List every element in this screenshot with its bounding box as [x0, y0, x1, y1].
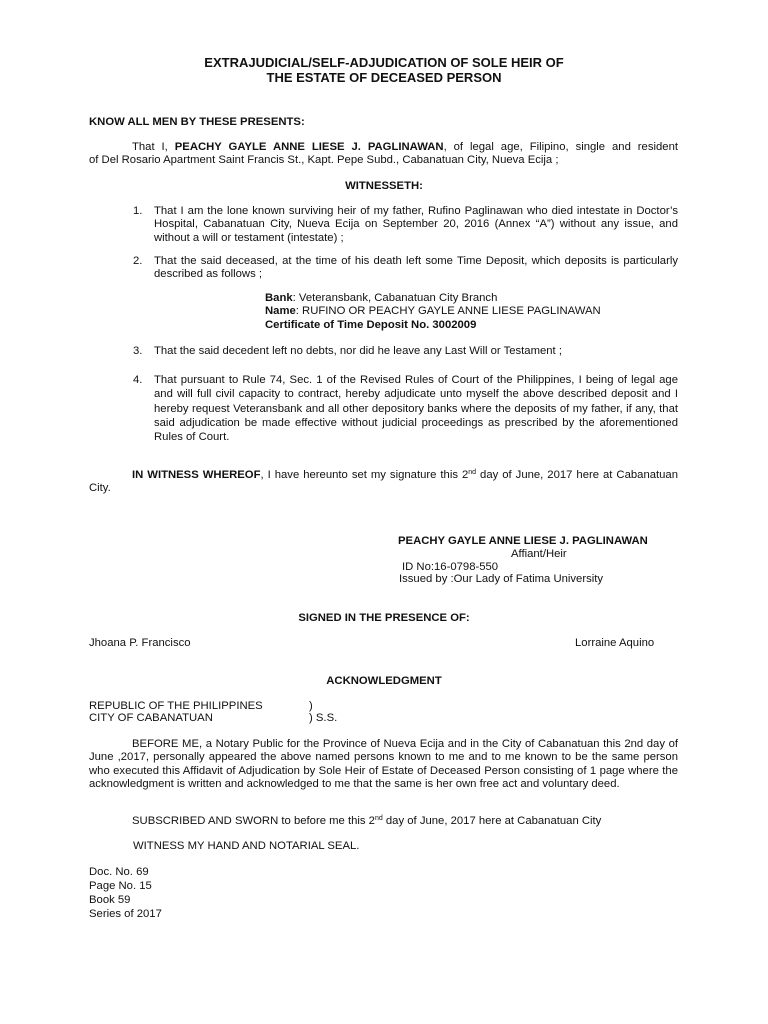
deposit-bank-line — [265, 292, 601, 305]
list-item-number: 3. — [133, 345, 143, 357]
intro-line1 — [89, 141, 678, 154]
list-item-text: That pursuant to Rule 74, Sec. 1 of the Revised Rules of Court of the Philippines, I being of legal age and will full civil capacity to contract, hereby adjudicate unto myself the above described deposit and I hereby request Veteransbank and all other depository banks where the deposits of my father, if any, that said adjudication be made effective without judicial proceedings as prescribed by the aforementioned Rules of Court. — [154, 374, 678, 444]
list-item-number: 4. — [133, 374, 143, 386]
document-title-line2: THE ESTATE OF DECEASED PERSON — [266, 70, 502, 85]
witness-name-2: Lorraine Aquino — [575, 637, 655, 649]
deposit-name-line — [265, 305, 601, 318]
document-title-line1: EXTRAJUDICIAL/SELF-ADJUDICATION OF SOLE HEIR OF — [204, 55, 564, 70]
sworn-sup: nd — [374, 815, 383, 822]
intro-line1-rest: , of legal age, Filipino, single and resident — [443, 141, 678, 153]
sworn-text-b: day of June, 2017 here at Cabanatuan City — [382, 815, 602, 827]
signatory-id: ID No:16-0798-550 — [402, 561, 499, 573]
name-label: Name — [265, 305, 296, 318]
affiant-name-inline: PEACHY GAYLE ANNE LIESE J. PAGLINAWAN — [174, 141, 444, 153]
signatory-name: PEACHY GAYLE ANNE LIESE J. PAGLINAWAN — [398, 535, 648, 547]
intro-prefix: That I, — [132, 141, 175, 153]
bank-label: Bank — [265, 292, 293, 304]
witness-whereof-paragraph — [89, 469, 678, 496]
know-all-heading: KNOW ALL MEN BY THESE PRESENTS: — [89, 116, 305, 128]
sworn-text-a: SUBSCRIBED AND SWORN to before me this 2 — [132, 815, 375, 827]
bank-value: : Veteransbank, Cabanatuan City Branch — [292, 292, 498, 304]
acknowledgment-heading: ACKNOWLEDGMENT — [326, 675, 442, 687]
witnesseth-heading: WITNESSETH: — [345, 180, 423, 192]
list-item — [133, 373, 678, 444]
witness-name-1: Jhoana P. Francisco — [89, 637, 191, 649]
deposit-details — [265, 292, 601, 332]
notarial-series: Series of 2017 — [89, 908, 162, 920]
venue-paren: ) — [309, 700, 313, 712]
notarial-page-no: Page No. 15 — [89, 880, 152, 892]
venue-republic: REPUBLIC OF THE PHILIPPINES — [89, 700, 263, 712]
witness-whereof-text-a: , I have hereunto set my signature this 2 — [260, 469, 469, 481]
venue-ss: ) S.S. — [309, 712, 338, 724]
name-value: : RUFINO OR PEACHY GAYLE ANNE LIESE PAGLINAWAN — [295, 305, 601, 318]
witness-whereof-sup: nd — [468, 469, 477, 476]
acknowledgment-body: BEFORE ME, a Notary Public for the Province of Nueva Ecija and in the City of Cabanatuan this 2nd day of June ,2017, personally appeared the above named persons known to me and to me known to be the same person who executed this Affidavit of Adjudication by Sole Heir of Estate of Deceased Person consisting of 1 page where the acknowledgment is written and acknowledged to me that the same is her own free act and voluntary deed. — [89, 738, 678, 791]
venue-city: CITY OF CABANATUAN — [89, 712, 213, 724]
subscribed-sworn-line — [132, 815, 601, 828]
list-item — [133, 255, 678, 282]
notarial-doc-no: Doc. No. 69 — [89, 866, 149, 878]
signatory-issued-by: Issued by :Our Lady of Fatima University — [399, 573, 604, 585]
intro-paragraph — [89, 141, 678, 168]
intro-line2: of Del Rosario Apartment Saint Francis St., Kapt. Pepe Subd., Cabanatuan City, Nueva Ecija ; — [89, 154, 559, 167]
signatory-role: Affiant/Heir — [511, 548, 567, 560]
list-item — [133, 345, 678, 358]
list-item — [133, 205, 678, 245]
witness-whereof-label: IN WITNESS WHEREOF — [132, 469, 261, 481]
presence-heading: SIGNED IN THE PRESENCE OF: — [298, 612, 470, 624]
witness-whereof-text-b: day of June, 2017 here at Cabanatuan City. — [89, 469, 678, 495]
list-item-text: That I am the lone known surviving heir of my father, Rufino Paglinawan who died intestate in Doctor’s Hospital, Cabanatuan City, Nueva Ecija on September 20, 2016 (Annex “A”) without any issue, and without a will or testament (intestate) ; — [154, 205, 678, 244]
list-item-text: That the said decedent left no debts, nor did he leave any Last Will or Testament ; — [154, 345, 562, 357]
list-item-text: That the said deceased, at the time of his death left some Time Deposit, which deposits is particularly described as follows ; — [154, 255, 678, 281]
certificate-number: Certificate of Time Deposit No. 3002009 — [265, 318, 477, 331]
witness-hand-line: WITNESS MY HAND AND NOTARIAL SEAL. — [133, 840, 360, 852]
notarial-book: Book 59 — [89, 894, 131, 906]
list-item-number: 1. — [133, 205, 143, 217]
list-item-number: 2. — [133, 255, 143, 267]
